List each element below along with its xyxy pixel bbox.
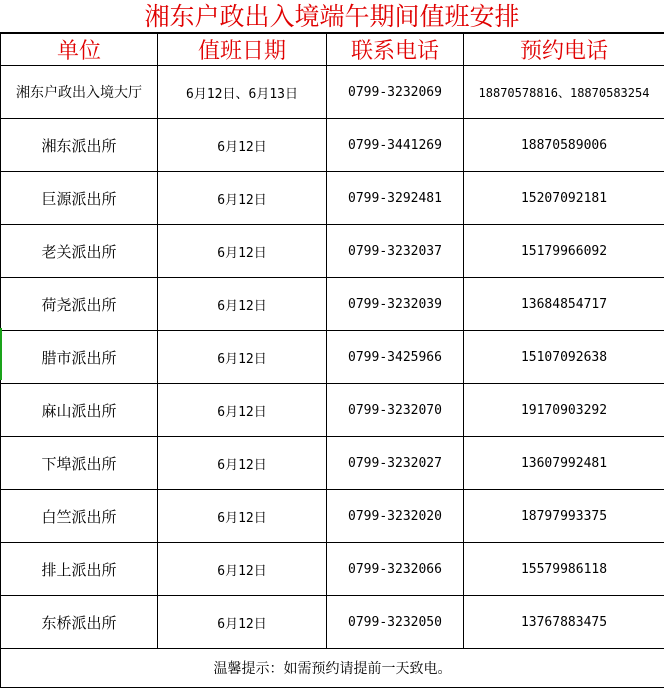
cell-phone: 0799-3232070 bbox=[327, 384, 464, 437]
cell-date: 6月12日 bbox=[158, 331, 327, 384]
cell-phone: 0799-3232027 bbox=[327, 437, 464, 490]
cell-booking: 19170903292 bbox=[464, 384, 664, 437]
table-row bbox=[1, 278, 664, 331]
cell-booking: 18870578816、18870583254 bbox=[464, 66, 664, 119]
cell-unit: 下埠派出所 bbox=[1, 437, 158, 490]
cell-date: 6月12日 bbox=[158, 437, 327, 490]
cell-phone: 0799-3232069 bbox=[327, 66, 464, 119]
cell-date: 6月12日 bbox=[158, 119, 327, 172]
cell-unit: 腊市派出所 bbox=[1, 331, 158, 384]
cell-date: 6月12日 bbox=[158, 490, 327, 543]
cell-unit: 排上派出所 bbox=[1, 543, 158, 596]
cell-unit: 老关派出所 bbox=[1, 225, 158, 278]
cell-date: 6月12日 bbox=[158, 543, 327, 596]
cell-unit: 湘东户政出入境大厅 bbox=[1, 66, 158, 119]
cell-phone: 0799-3292481 bbox=[327, 172, 464, 225]
cell-unit: 东桥派出所 bbox=[1, 596, 158, 649]
page-title: 湘东户政出入境端午期间值班安排 bbox=[0, 0, 664, 33]
cell-date: 6月12日 bbox=[158, 384, 327, 437]
cell-phone: 0799-3232050 bbox=[327, 596, 464, 649]
table-row bbox=[1, 543, 664, 596]
header-phone: 联系电话 bbox=[327, 34, 464, 66]
table-row bbox=[1, 66, 664, 119]
cell-unit: 荷尧派出所 bbox=[1, 278, 158, 331]
table-row bbox=[1, 331, 664, 384]
cell-date: 6月12日 bbox=[158, 225, 327, 278]
cell-booking: 15179966092 bbox=[464, 225, 664, 278]
table-row bbox=[1, 384, 664, 437]
cell-booking: 13684854717 bbox=[464, 278, 664, 331]
header-unit: 单位 bbox=[1, 34, 158, 66]
table-row bbox=[1, 119, 664, 172]
cell-booking: 15579986118 bbox=[464, 543, 664, 596]
table-row bbox=[1, 596, 664, 649]
cell-booking: 18870589006 bbox=[464, 119, 664, 172]
cell-phone: 0799-3232066 bbox=[327, 543, 464, 596]
row-selection-marker bbox=[0, 328, 2, 380]
cell-unit: 白竺派出所 bbox=[1, 490, 158, 543]
cell-date: 6月12日 bbox=[158, 278, 327, 331]
cell-booking: 13767883475 bbox=[464, 596, 664, 649]
table-row bbox=[1, 225, 664, 278]
cell-unit: 巨源派出所 bbox=[1, 172, 158, 225]
header-date: 值班日期 bbox=[158, 34, 327, 66]
cell-phone: 0799-3441269 bbox=[327, 119, 464, 172]
cell-date: 6月12日 bbox=[158, 596, 327, 649]
cell-booking: 18797993375 bbox=[464, 490, 664, 543]
cell-date: 6月12日 bbox=[158, 172, 327, 225]
footer-note: 温馨提示：如需预约请提前一天致电。 bbox=[1, 649, 664, 688]
cell-booking: 13607992481 bbox=[464, 437, 664, 490]
cell-phone: 0799-3232020 bbox=[327, 490, 464, 543]
cell-unit: 湘东派出所 bbox=[1, 119, 158, 172]
cell-booking: 15107092638 bbox=[464, 331, 664, 384]
table-row bbox=[1, 172, 664, 225]
cell-unit: 麻山派出所 bbox=[1, 384, 158, 437]
cell-phone: 0799-3232037 bbox=[327, 225, 464, 278]
cell-phone: 0799-3232039 bbox=[327, 278, 464, 331]
cell-date: 6月12日、6月13日 bbox=[158, 66, 327, 119]
cell-booking: 15207092181 bbox=[464, 172, 664, 225]
table-row bbox=[1, 437, 664, 490]
header-booking: 预约电话 bbox=[464, 34, 664, 66]
footer-row bbox=[1, 649, 664, 688]
header-row bbox=[1, 34, 664, 66]
duty-table bbox=[0, 33, 664, 688]
table-row bbox=[1, 490, 664, 543]
cell-phone: 0799-3425966 bbox=[327, 331, 464, 384]
